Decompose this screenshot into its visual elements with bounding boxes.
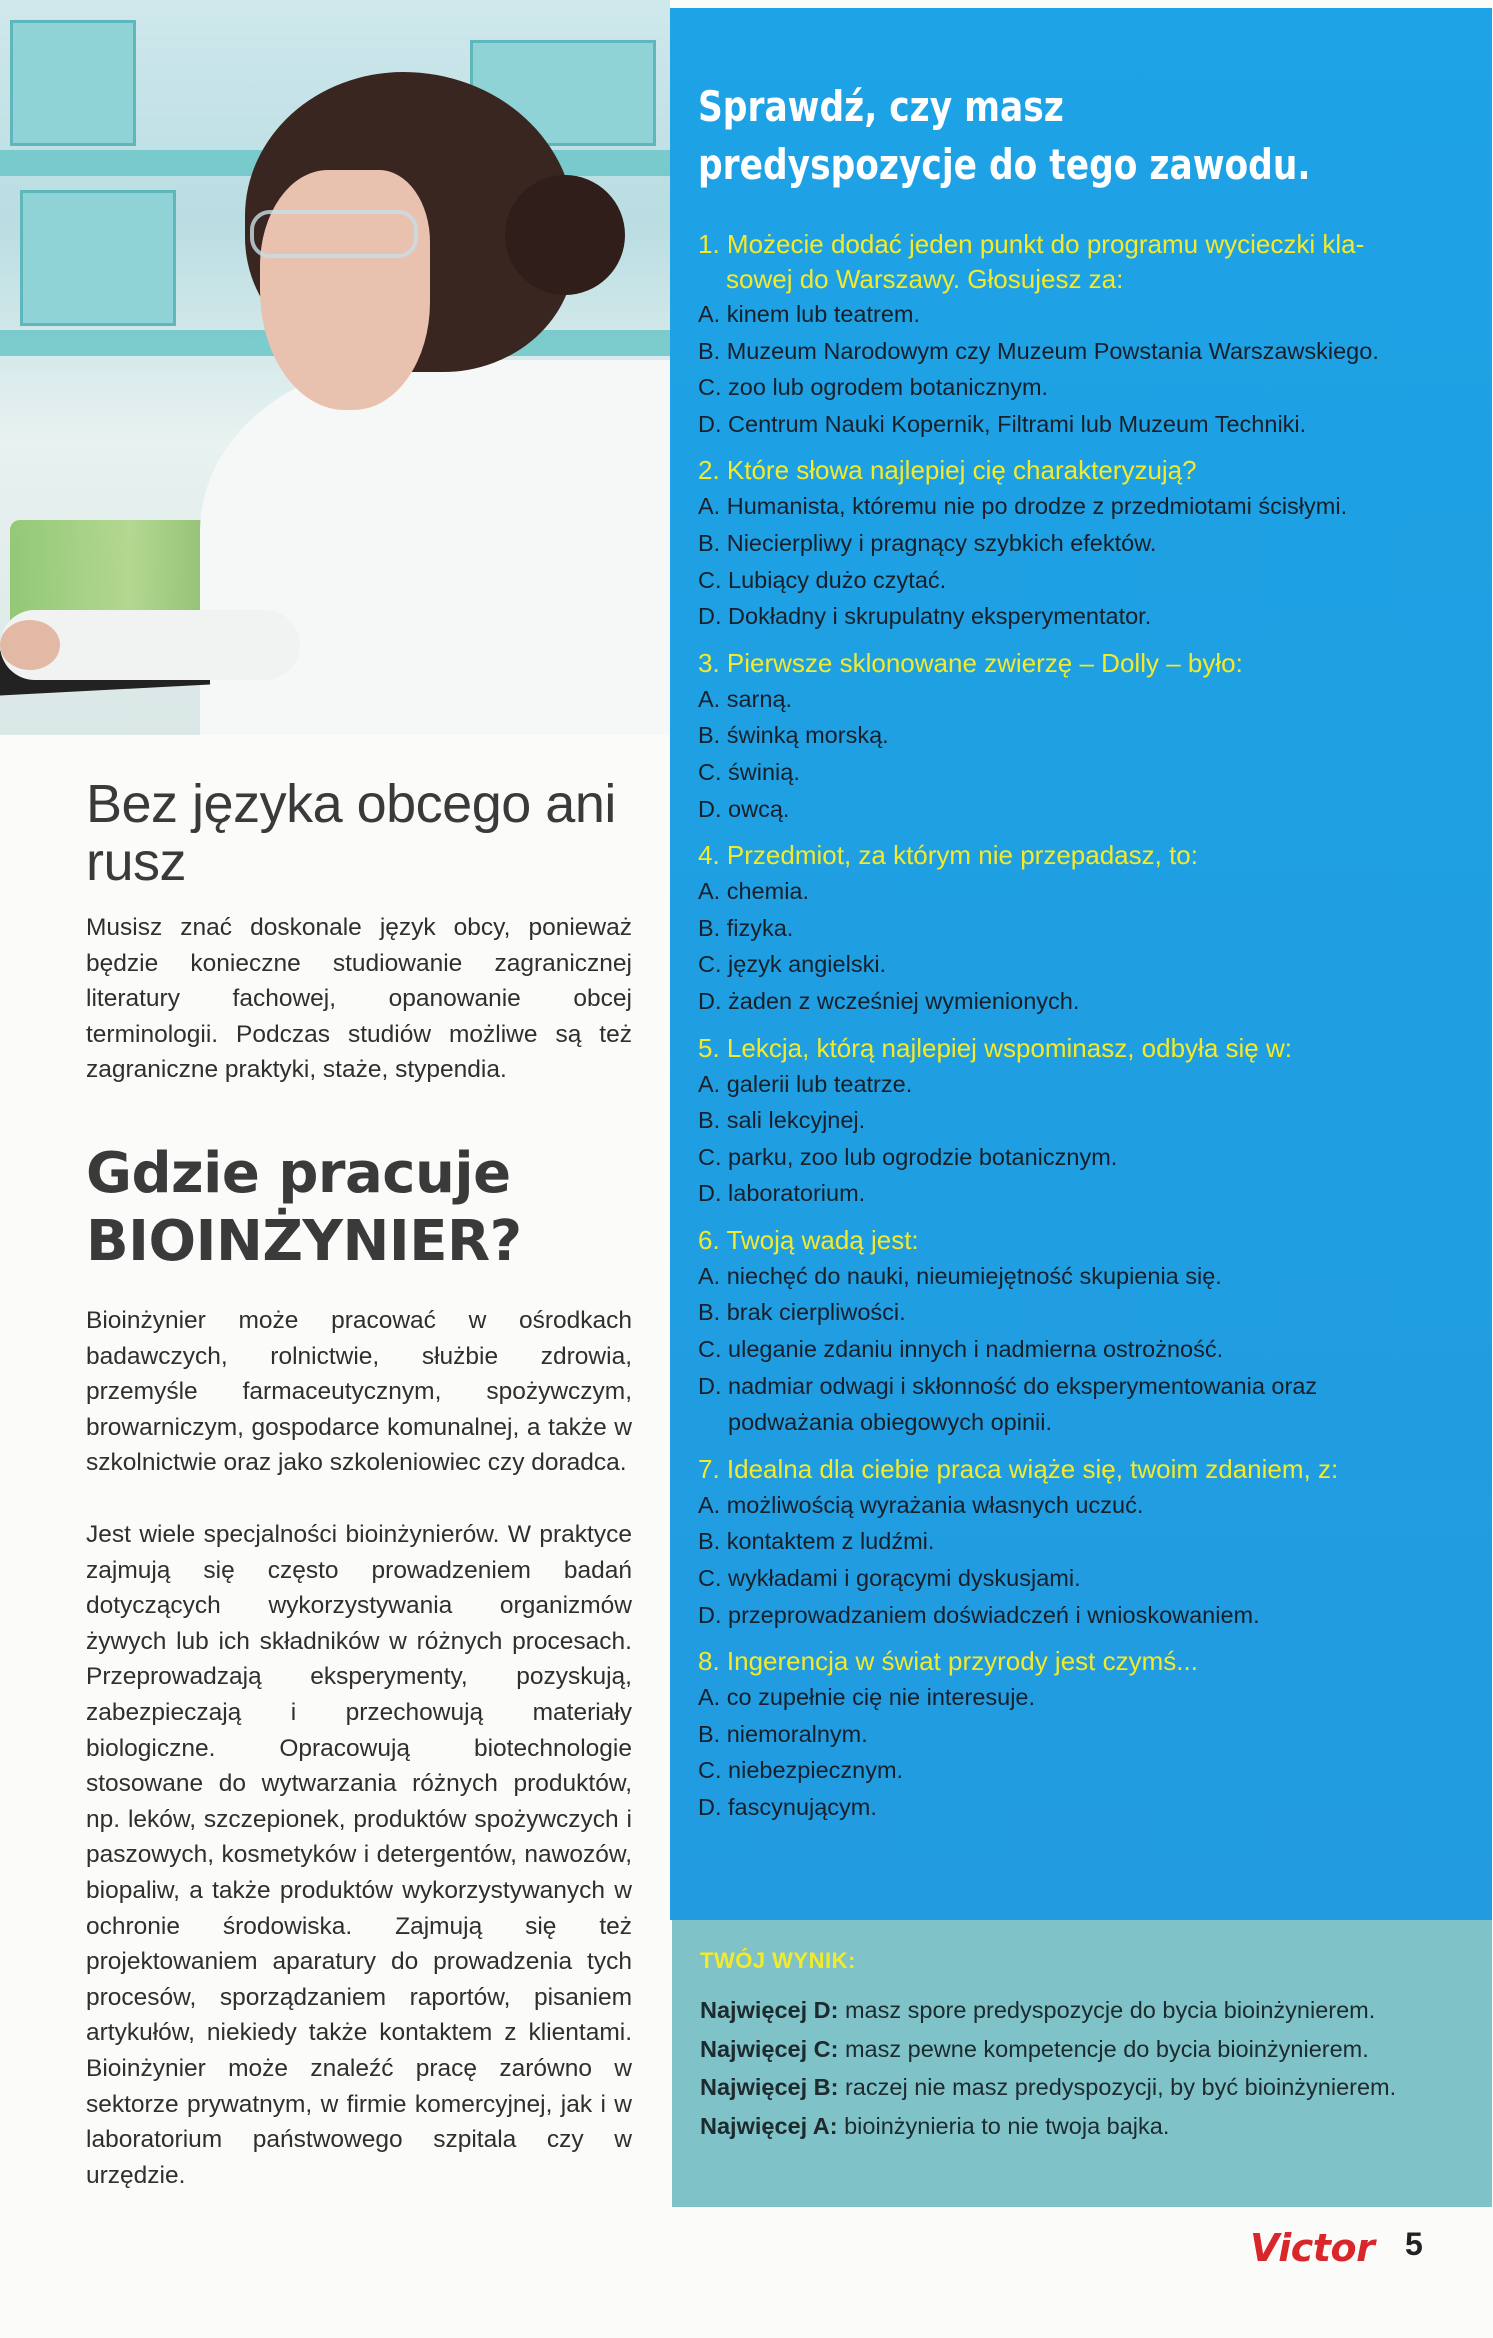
answer-option[interactable]: B. niemoralnym. [698, 1720, 868, 1747]
quiz-question [698, 1030, 1468, 1212]
question-title: 5. Lekcja, którą najlepiej wspominasz, odbyła się w: [698, 1032, 1292, 1063]
question-title: 2. Które słowa najlepiej cię charakteryzują? [698, 455, 1197, 486]
answer-option[interactable]: D. owcą. [698, 795, 790, 822]
page-number: 5 [1405, 2226, 1423, 2262]
answer-option[interactable]: C. uleganie zdaniu innych i nadmierna ostrożność. [698, 1336, 1224, 1363]
answer-option[interactable]: C. Lubiący dużo czytać. [698, 566, 947, 593]
result-label: Najwięcej C: [700, 2035, 839, 2062]
question-title: 7. Idealna dla ciebie praca wiąże się, twoim zdaniem, z: [698, 1453, 1339, 1484]
result-label: Najwięcej D: [700, 1997, 839, 2023]
scientist-hair-bun [505, 175, 625, 295]
answer-option[interactable]: D. laboratorium. [698, 1180, 866, 1207]
answer-option[interactable]: B. kontaktem z ludźmi. [698, 1528, 935, 1555]
answer-option[interactable]: A. kinem lub teatrem. [698, 301, 921, 327]
brand-logo: Victor [1250, 2226, 1375, 2270]
quiz-question [698, 226, 1468, 442]
answer-option[interactable]: A. możliwością wyrażania własnych uczuć. [698, 1491, 1144, 1518]
paragraph-workplaces: Bioinżynier może pracować w ośrodkach badawczych, rolnictwie, służbie zdrowia, przemyśle farmaceutycznym, spożywczym, browarniczym, gospodarce komunalnej, a także w szkolnictwie oraz jako szkoleniowiec czy doradca. [86, 1307, 632, 1477]
result-line [700, 2107, 1490, 2146]
safety-glasses [250, 210, 418, 258]
answer-option[interactable]: B. sali lekcyjnej. [698, 1107, 866, 1134]
quiz-panel [670, 8, 1492, 1920]
question-title: 8. Ingerencja w świat przyrody jest czymś... [698, 1646, 1198, 1677]
result-line [700, 2030, 1490, 2069]
result-lines [700, 1991, 1490, 2145]
scientist-hand [0, 620, 60, 670]
question-title: 4. Przedmiot, za którym nie przepadasz, to: [698, 840, 1198, 871]
result-title: TWÓJ WYNIK: [700, 1948, 856, 1973]
quiz-question [698, 837, 1468, 1019]
result-text: raczej nie masz predyspozycji, by być bioinżynierem. [838, 2074, 1397, 2100]
answer-option[interactable]: D. żaden z wcześniej wymienionych. [698, 987, 1080, 1014]
answer-option[interactable]: A. sarną. [698, 685, 793, 712]
quiz-question [698, 452, 1468, 634]
lab-cabinet [10, 20, 136, 146]
result-text: masz spore predyspozycje do bycia bioinżynierem. [838, 1997, 1376, 2023]
answer-option[interactable]: D. Dokładny i skrupulatny eksperymentator. [698, 603, 1152, 630]
paragraph-languages: Musisz znać doskonale język obcy, ponieważ będzie konieczne studiowanie zagranicznej literatury fachowej, opanowanie obcej terminologii. Podczas studiów możliwe są też zagraniczne praktyki, staże, stypendia. [86, 914, 632, 1084]
question-title: 1. Możecie dodać jeden punkt do programu wycieczki kla- [698, 229, 1365, 259]
answer-option[interactable]: C. niebezpiecznym. [698, 1757, 904, 1784]
answer-option[interactable]: B. brak cierpliwości. [698, 1299, 906, 1326]
answer-option[interactable]: C. świnią. [698, 758, 800, 785]
answer-option[interactable]: A. co zupełnie cię nie interesuje. [698, 1684, 1036, 1711]
result-line [700, 2068, 1490, 2107]
result-text: bioinżynieria to nie twoja bajka. [837, 2112, 1170, 2139]
quiz-question [698, 1451, 1468, 1633]
answer-option[interactable]: C. parku, zoo lub ogrodzie botanicznym. [698, 1143, 1118, 1170]
answer-option[interactable]: A. chemia. [698, 878, 810, 905]
answer-option[interactable]: C. wykładami i gorącymi dyskusjami. [698, 1565, 1081, 1592]
answer-option[interactable]: D. Centrum Nauki Kopernik, Filtrami lub Muzeum Techniki. [698, 410, 1307, 437]
quiz-questions [698, 226, 1468, 1836]
answer-option[interactable]: D. nadmiar odwagi i skłonność do eksperymentowania oraz [698, 1372, 1318, 1399]
answer-option[interactable]: A. galerii lub teatrze. [698, 1070, 913, 1097]
answer-option[interactable]: C. język angielski. [698, 951, 887, 978]
result-label: Najwięcej B: [700, 2074, 839, 2100]
result-line [700, 1991, 1490, 2030]
answer-option[interactable]: B. Niecierpliwy i pragnący szybkich efektów. [698, 529, 1157, 556]
result-text: masz pewne kompetencje do bycia bioinżynierem. [838, 2035, 1369, 2062]
scientist-face [260, 170, 430, 410]
question-title: 3. Pierwsze sklonowane zwierzę – Dolly – było: [698, 647, 1243, 678]
answer-option-continued: podważania obiegowych opinii. [728, 1409, 1052, 1436]
question-title-continued: sowej do Warszawy. Głosujesz za: [726, 264, 1124, 294]
quiz-question [698, 1643, 1468, 1825]
answer-option[interactable]: A. niechęć do nauki, nieumiejętność skupienia się. [698, 1262, 1222, 1289]
quiz-result-box [672, 1920, 1492, 2207]
question-title: 6. Twoją wadą jest: [698, 1224, 919, 1255]
section-heading-languages: Bez języka obcego ani rusz [86, 774, 616, 892]
quiz-title: Sprawdź, czy masz predyspozycje do tego zawodu. [698, 82, 1311, 189]
lab-cabinet [20, 190, 176, 326]
answer-option[interactable]: A. Humanista, któremu nie po drodze z przedmiotami ścisłymi. [698, 493, 1348, 520]
answer-option[interactable]: B. świnką morską. [698, 722, 889, 749]
quiz-question [698, 1222, 1468, 1441]
answer-option[interactable]: B. fizyka. [698, 914, 794, 941]
result-label: Najwięcej A: [700, 2112, 838, 2139]
quiz-question [698, 645, 1468, 827]
answer-option[interactable]: D. fascynującym. [698, 1794, 877, 1820]
answer-option[interactable]: B. Muzeum Narodowym czy Muzeum Powstania Warszawskiego. [698, 337, 1379, 364]
paragraph-specialties: Jest wiele specjalności bioinżynierów. W praktyce zajmują się często prowadzeniem badań dotyczących wykorzystywania organizmów żywych lub ich składników w różnych procesach. Przeprowadzają eksperymenty, pozyskują, zabezpieczają i przechowują materiały biologiczne. Opracowują biotechnologie stosowane do wytwarzania różnych produktów, np. leków, szczepionek, produktów spożywczych i paszowych, kosmetyków i detergentów, nawozów, biopaliw, a także produktów wykorzystywanych w ochronie środowiska. Zajmują się też projektowaniem aparatury do prowadzenia tych procesów, sporządzaniem raportów, pisaniem artykułów, niekiedy także kontaktem z klientami. Bioinżynier może znaleźć pracę zarówno w sektorze prywatnym, w firmie komercyjnej, jak i w laboratorium państwowego szpitala czy w urzędzie. [86, 1521, 632, 2189]
answer-option[interactable]: D. przeprowadzaniem doświadczeń i wnioskowaniem. [698, 1601, 1260, 1628]
lab-scientist-photo [0, 0, 670, 735]
section-heading-workplaces: Gdzie pracuje BIOINŻYNIER? [86, 1141, 522, 1274]
answer-option[interactable]: C. zoo lub ogrodem botanicznym. [698, 374, 1049, 401]
